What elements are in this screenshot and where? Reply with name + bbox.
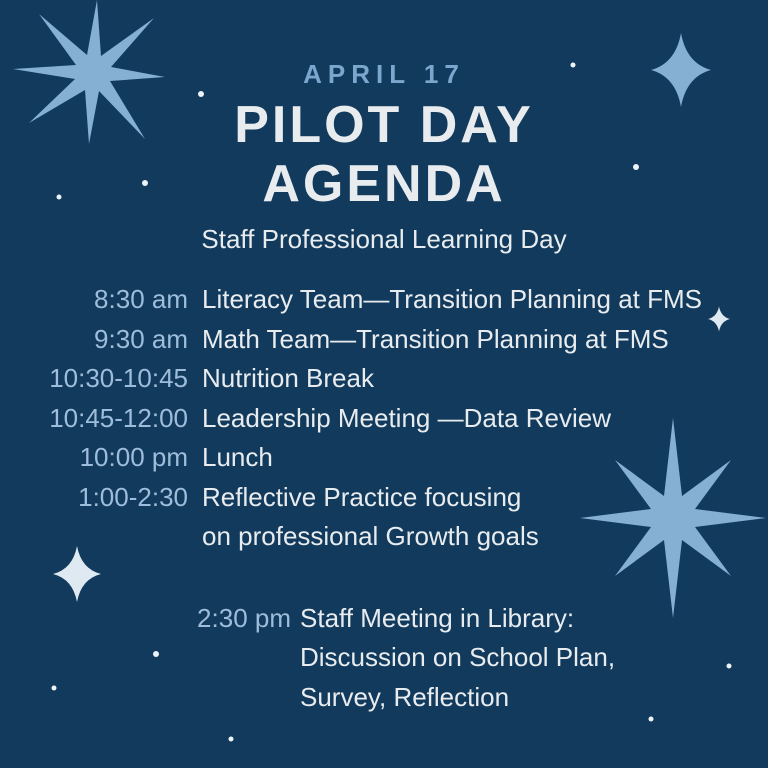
agenda-description — [188, 320, 669, 360]
agenda-description-line: Staff Meeting in Library: — [300, 602, 575, 633]
agenda-row — [0, 359, 768, 399]
star-dot — [229, 737, 234, 742]
agenda-description-line: Survey, Reflection — [300, 681, 510, 712]
page-title — [0, 96, 768, 214]
agenda-time: 1:00-2:30 — [78, 481, 188, 512]
agenda-description-line: Reflective Practice focusing — [202, 481, 522, 512]
agenda-description-line: Literacy Team—Transition Planning at FMS — [202, 284, 702, 314]
agenda-row — [0, 399, 768, 439]
agenda-time: 2:30 pm — [197, 602, 291, 633]
agenda-time: 9:30 am — [94, 323, 188, 354]
agenda-row — [0, 438, 768, 478]
agenda-description-line: on professional Growth goals — [202, 521, 539, 551]
page-subtitle: Staff Professional Learning Day — [201, 224, 567, 254]
agenda-description — [188, 359, 374, 399]
page-title-line-2: AGENDA — [262, 155, 506, 213]
event-date: APRIL 17 — [303, 59, 465, 89]
page-title-line-1: PILOT DAY — [234, 96, 534, 154]
agenda-description — [188, 438, 273, 478]
agenda-description-line: Nutrition Break — [202, 363, 374, 393]
agenda-time: 10:00 pm — [79, 442, 188, 472]
agenda-time: 8:30 am — [94, 284, 188, 314]
agenda-row — [0, 280, 768, 320]
agenda-description-line: Leadership Meeting —Data Review — [202, 402, 611, 433]
agenda-list — [0, 280, 768, 717]
agenda-description-line: Lunch — [202, 442, 273, 472]
agenda-description-line: Discussion on School Plan, — [300, 642, 616, 672]
agenda-row — [0, 478, 768, 557]
agenda-row — [0, 320, 768, 360]
agenda-description — [188, 478, 539, 557]
star-dot — [649, 717, 654, 722]
agenda-time: 10:30-10:45 — [49, 363, 188, 393]
agenda-row — [0, 599, 768, 718]
agenda-description — [291, 599, 615, 718]
agenda-description — [188, 280, 702, 320]
agenda-description — [188, 399, 611, 439]
agenda-description-line: Math Team—Transition Planning at FMS — [202, 323, 669, 354]
agenda-time: 10:45-12:00 — [49, 402, 188, 433]
poster-content — [0, 58, 768, 717]
